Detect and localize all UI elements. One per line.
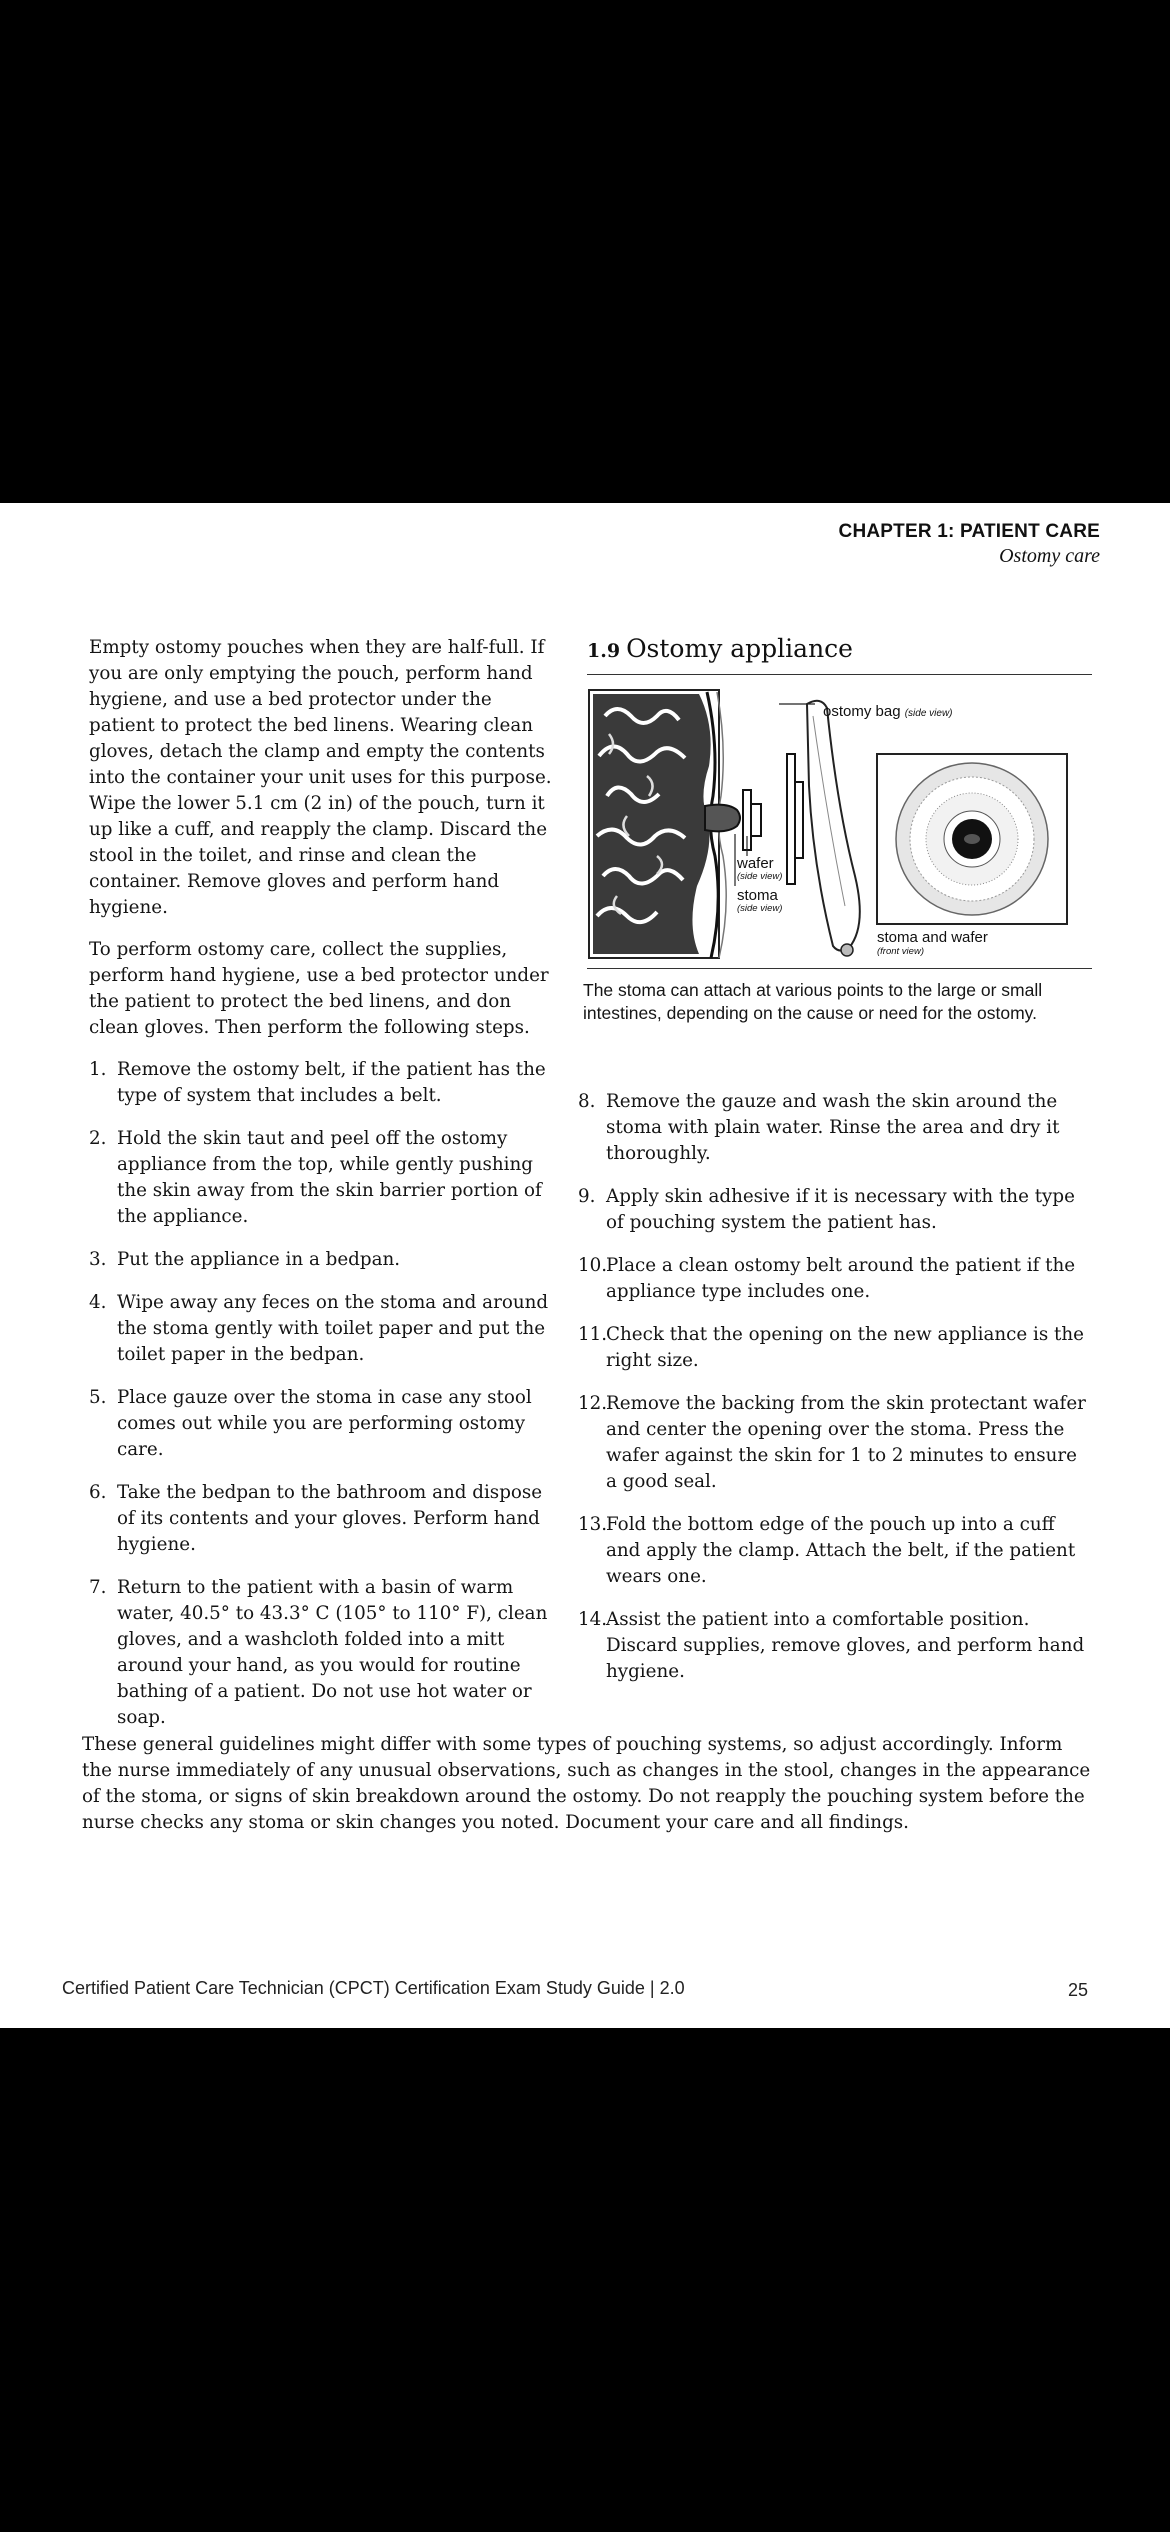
steps-list-right	[578, 1089, 1088, 1685]
label-stoma-view: (side view)	[737, 903, 783, 914]
left-column	[89, 635, 559, 1748]
list-item: 3. Put the appliance in a bedpan.	[89, 1249, 401, 1270]
figure-bottom-rule	[587, 968, 1092, 969]
label-ostomy-bag: ostomy bag (side view)	[823, 703, 953, 720]
list-item: 11. Check that the opening on the new appliance is the right size.	[578, 1324, 1084, 1371]
footer-title: Certified Patient Care Technician (CPCT) Certification Exam Study Guide | 2.0	[62, 1978, 685, 1998]
chapter-heading: CHAPTER 1: PATIENT CARE	[838, 521, 1100, 542]
label-stoma: stoma	[737, 887, 778, 904]
closing-paragraph: These general guidelines might differ with some types of pouching systems, so adjust accordingly. Inform the nurse immediately of any unusual observations, such as changes in the stool, changes in the appearance of the stoma, or signs of skin breakdown around the ostomy. Do not reapply the pouching system before the nurse checks any stoma or skin changes you noted. Document your care and all findings.	[82, 1734, 1091, 1833]
list-item: 9. Apply skin adhesive if it is necessary with the type of pouching system the patient has.	[578, 1186, 1075, 1233]
label-wafer-view: (side view)	[737, 871, 783, 882]
list-item: 2. Hold the skin taut and peel off the ostomy appliance from the top, while gently pushing the skin away from the skin barrier portion of the appliance.	[89, 1128, 542, 1227]
list-item: 14. Assist the patient into a comfortable position. Discard supplies, remove gloves, and perform hand hygiene.	[578, 1609, 1085, 1682]
list-item: 6. Take the bedpan to the bathroom and dispose of its contents and your gloves. Perform hand hygiene.	[89, 1482, 543, 1555]
ostomy-appliance-illustration	[587, 686, 1092, 964]
list-item: 10. Place a clean ostomy belt around the patient if the appliance type includes one.	[578, 1255, 1076, 1302]
list-item: 13. Fold the bottom edge of the pouch up into a cuff and apply the clamp. Attach the belt, if the patient wears one.	[578, 1514, 1076, 1587]
list-item: 8. Remove the gauze and wash the skin around the stoma with plain water. Rinse the area and dry it thoroughly.	[578, 1091, 1060, 1164]
figure-top-rule	[587, 674, 1092, 675]
section-heading: Ostomy care	[999, 545, 1100, 567]
label-wafer: wafer	[737, 855, 774, 872]
figure-caption: The stoma can attach at various points to the large or small intestines, depending on the cause or need for the ostomy.	[583, 980, 1043, 1023]
list-item: 12. Remove the backing from the skin protectant wafer and center the opening over the stoma. Press the wafer against the skin for 1 to 2 minutes to ensure a good seal.	[578, 1393, 1086, 1492]
label-front-view: (front view)	[877, 946, 924, 957]
label-stoma-and-wafer: stoma and wafer	[877, 929, 988, 946]
figure-title: 1.9 Ostomy appliance	[587, 634, 853, 663]
right-column	[578, 1089, 1088, 1702]
list-item: 1. Remove the ostomy belt, if the patient has the type of system that includes a belt.	[89, 1059, 546, 1106]
list-item: 5. Place gauze over the stoma in case any stool comes out while you are performing ostomy care.	[89, 1387, 532, 1460]
list-item: 4. Wipe away any feces on the stoma and around the stoma gently with toilet paper and put the toilet paper in the bedpan.	[89, 1292, 549, 1365]
intro-paragraph-2: To perform ostomy care, collect the supplies, perform hand hygiene, use a bed protector under the patient to protect the bed linens, and don clean gloves. Then perform the following steps.	[89, 939, 549, 1038]
list-item: 7. Return to the patient with a basin of warm water, 40.5° to 43.3° C (105° to 110° F), clean gloves, and a washcloth folded into a mitt around your hand, as you would for routine bathing of a patient. Do not use hot water or soap.	[89, 1577, 548, 1728]
intro-paragraph-1: Empty ostomy pouches when they are half-full. If you are only emptying the pouch, perform hand hygiene, and use a bed protector under the patient to protect the bed linens. Wearing clean gloves, detach the clamp and empty the contents into the container your unit uses for this purpose. Wipe the lower 5.1 cm (2 in) of the pouch, turn it up like a cuff, and reapply the clamp. Discard the stool in the toilet, and rinse and clean the container. Remove gloves and perform hand hygiene.	[89, 637, 552, 918]
document-page	[0, 503, 1170, 2028]
steps-list-left	[89, 1057, 559, 1731]
page-number: 25	[1067, 1980, 1088, 2000]
